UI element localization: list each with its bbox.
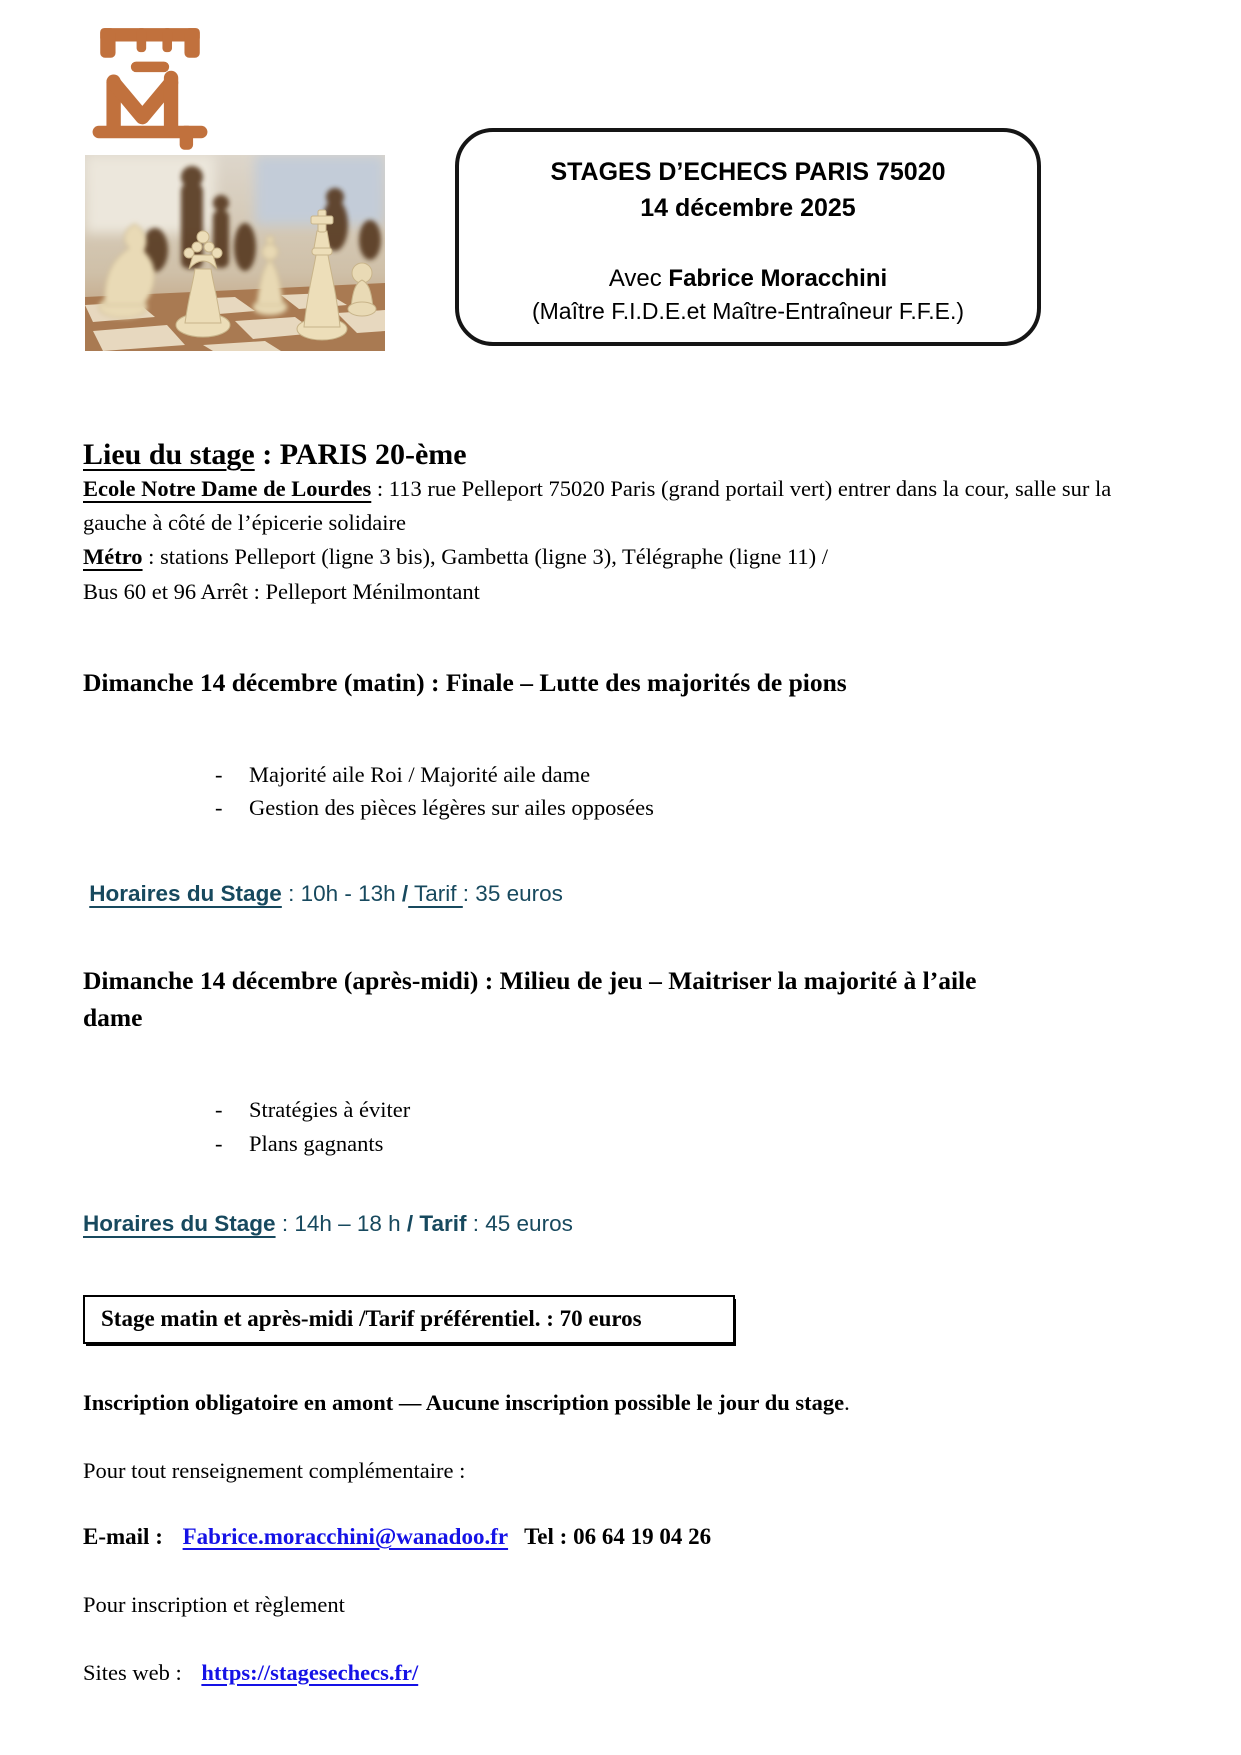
morning-bullet-list — [215, 758, 1141, 826]
websites-line — [83, 1660, 1141, 1686]
location-heading — [83, 438, 1141, 472]
bullet-dash: - — [215, 795, 223, 821]
afternoon-times: : 14h – 18 h — [275, 1210, 407, 1236]
bullet-dash: - — [215, 1097, 223, 1123]
afternoon-tarif-label: / Tarif — [406, 1210, 467, 1236]
morning-session-heading: Dimanche 14 décembre (matin) : Finale – Lutte des majorités de pions — [83, 667, 847, 697]
registration-notice-text: Inscription obligatoire en amont — Aucune inscription possible le jour du stage — [83, 1389, 845, 1415]
header — [0, 0, 1241, 392]
info-line: Pour tout renseignement complémentaire : — [83, 1457, 466, 1483]
location-heading-sep: : — [254, 438, 280, 471]
morning-schedule-line — [83, 881, 1141, 907]
registration-notice — [83, 1390, 1141, 1416]
website-link[interactable]: https://stagesechecs.fr/ — [201, 1659, 419, 1685]
crowned-m-logo-icon — [83, 22, 217, 152]
list-item — [215, 1127, 1141, 1161]
list-item — [215, 791, 1141, 825]
sites-label: Sites web : — [83, 1659, 188, 1685]
metro-paragraph — [83, 540, 1141, 608]
list-item — [215, 1093, 1141, 1127]
email-link[interactable]: Fabrice.moracchini@wanadoo.fr — [182, 1523, 509, 1549]
metro-label: Métro — [83, 544, 143, 570]
morning-bullet-2: Gestion des pièces légères sur ailes opposées — [249, 795, 654, 821]
chess-pieces-photo — [85, 155, 385, 351]
afternoon-tarif-value: : 45 euros — [466, 1210, 573, 1236]
registration-notice-period: . — [844, 1389, 850, 1415]
title-box — [455, 128, 1041, 346]
list-item — [215, 758, 1141, 792]
bullet-dash: - — [215, 1130, 223, 1156]
instructor-prefix: Avec — [608, 265, 669, 292]
location-heading-label: Lieu du stage — [83, 438, 255, 471]
content — [0, 438, 1241, 1686]
morning-tarif-label: Tarif — [408, 881, 463, 907]
afternoon-bullet-1: Stratégies à éviter — [249, 1097, 411, 1123]
school-name: Ecole Notre Dame de Lourdes — [83, 476, 372, 501]
combined-tarif-box: Stage matin et après-midi /Tarif préférentiel. : 70 euros — [83, 1295, 735, 1344]
morning-times: : 10h - 13h — [281, 881, 402, 907]
contact-line — [83, 1524, 1141, 1550]
payment-line: Pour inscription et règlement — [83, 1591, 345, 1617]
metro-stations: : stations Pelleport (ligne 3 bis), Gambetta (ligne 3), Télégraphe (ligne 11) / — [142, 544, 828, 570]
bullet-dash: - — [215, 761, 223, 787]
instructor-titles: (Maître F.I.D.E.et Maître-Entraîneur F.F.E.) — [531, 298, 964, 324]
morning-slash: / — [401, 881, 409, 907]
instructor-line — [459, 265, 1037, 293]
flyer-date: 14 décembre 2025 — [640, 194, 856, 222]
location-heading-value: PARIS 20-ème — [279, 438, 467, 471]
morning-tarif-value: : 35 euros — [462, 881, 563, 907]
school-address: : 113 rue Pelleport 75020 Paris (grand portail vert) entrer dans la cour, salle sur la gauche à côté de l’épicerie solidaire — [83, 476, 1112, 536]
instructor-name: Fabrice Moracchini — [668, 265, 888, 292]
morning-horaires-label: Horaires du Stage — [89, 881, 282, 907]
afternoon-horaires-label: Horaires du Stage — [83, 1210, 276, 1236]
afternoon-schedule-line — [83, 1211, 1141, 1237]
email-label: E-mail : — [83, 1523, 169, 1549]
afternoon-bullet-2: Plans gagnants — [249, 1130, 384, 1156]
morning-bullet-1: Majorité aile Roi / Majorité aile dame — [249, 761, 591, 787]
afternoon-session-heading: Dimanche 14 décembre (après-midi) : Milieu de jeu – Maitriser la majorité à l’aile dame — [83, 966, 977, 1033]
phone-number: Tel : 06 64 19 04 26 — [524, 1523, 712, 1549]
bus-info: Bus 60 et 96 Arrêt : Pelleport Ménilmontant — [83, 578, 480, 604]
afternoon-bullet-list — [215, 1093, 1141, 1161]
school-paragraph — [83, 472, 1141, 540]
flyer-title: STAGES D’ECHECS PARIS 75020 — [550, 158, 946, 186]
